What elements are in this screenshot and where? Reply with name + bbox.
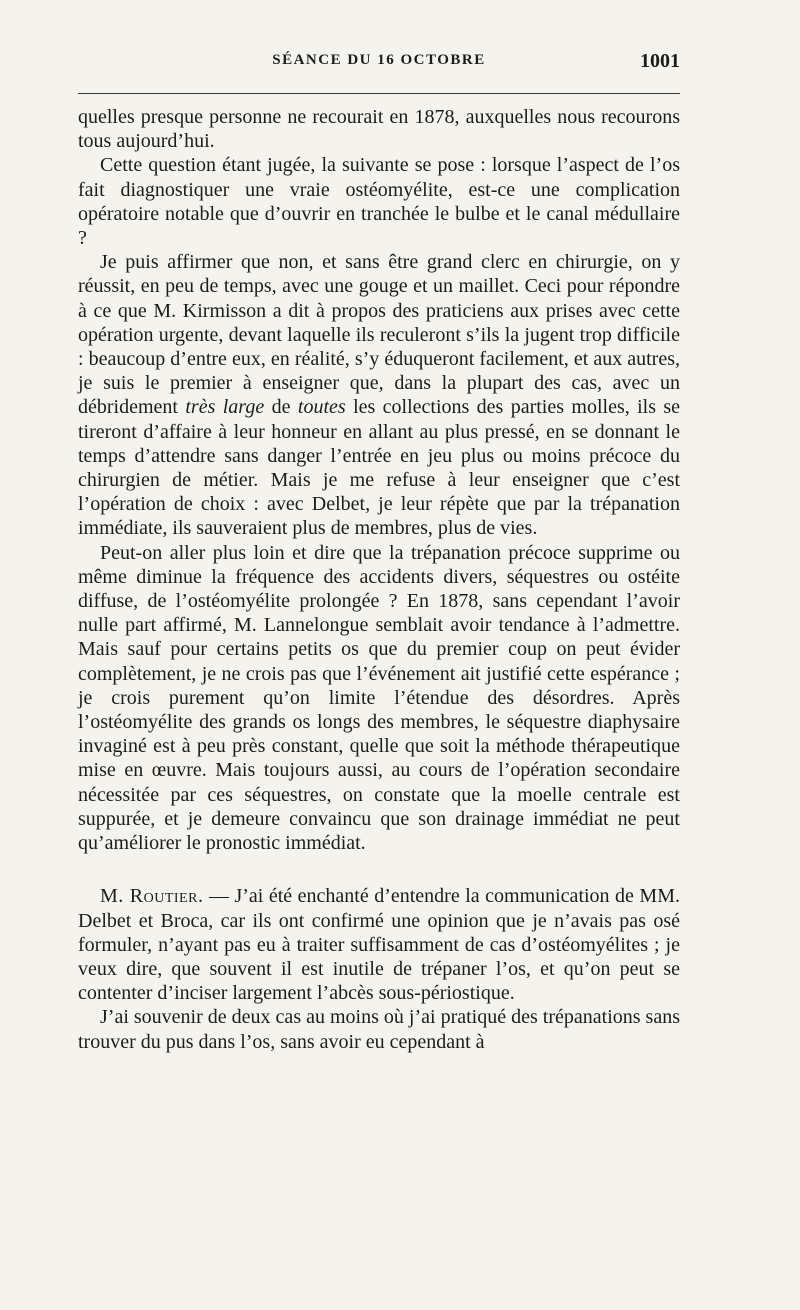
paragraph-souvenir: J’ai souvenir de deux cas au moins où j’ai pratiqué des trépanations sans trouver du pus dans l’os, sans avoir eu cependant à (78, 1006, 680, 1053)
paragraph-reply-part-b: de (271, 396, 291, 419)
speech-text: — J’ai été enchanté d’entendre la communication de MM. Delbet et Broca, car ils ont confirmé une opinion que je n’avais pas osé formuler, n’ayant pas eu à traiter suffisamment de cas d’ostéomyélites ; je veux dire, que souvent il est inutile de trépaner l’os, et qu’on peut se contenter d’inciser largement l’abcès sous-périostique. (78, 885, 680, 1005)
header-title: SÉANCE DU 16 OCTOBRE (272, 52, 486, 68)
paragraph-routier (78, 884, 680, 1005)
running-header (78, 50, 680, 74)
paragraph-trepanation: Peut-on aller plus loin et dire que la trépanation précoce supprime ou même diminue la fréquence des accidents divers, séquestres ou ostéite diffuse, de l’ostéomyélite prolongée ? En 1878, sans cependant l’avoir nulle part affirmé, M. Lannelongue semblait avoir tendance à l’admettre. Mais sauf pour certains petits os que du premier coup on peut évider complètement, je ne crois pas que l’événement ait justifié cette espérance ; je crois purement qu’on limite l’étendue des désordres. Après l’ostéomyélite des grands os longs des membres, le séquestre diaphysaire invaginé est à peu près constant, quelle que soit la méthode thérapeutique mise en œuvre. Mais toujours aussi, au cours de l’opération secondaire nécessitée par ces séquestres, on constate que la moelle centrale est suppurée, et je demeure convaincu que son drainage immédiat ne peut qu’améliorer le pronostic immédiat. (78, 541, 680, 855)
paragraph-reply-part-c: les collections des parties molles, ils se tireront d’affaire à leur honneur en allant au plus pressé, en se donnant le temps d’attendre sans danger l’entrée en jeu plus ou moins précoce du chirurgien de métier. Mais je me refuse à leur enseigner que c’est l’opération de choix : avec Delbet, je leur répète que par la trépanation immédiate, ils sauveraient plus de membres, plus de vies. (78, 396, 681, 540)
emphasis-toutes: toutes (297, 396, 346, 419)
paragraph-reply-part-a: Je puis affirmer que non, et sans être grand clerc en chirurgie, on y réussit, en peu de temps, avec une gouge et un maillet. Ceci pour répondre à ce que M. Kirmisson a dit à propos des praticiens aux prises avec cette opération urgente, devant laquelle ils reculeront s’ils la jugent trop difficile : beaucoup d’entre eux, en réalité, s’y éduqueront facilement, et aux autres, je suis le premier à enseigner que, dans la plupart des cas, avec un débridement (78, 251, 680, 419)
paragraph-question: Cette question étant jugée, la suivante se pose : lorsque l’aspect de l’os fait diagnostiquer une vraie ostéomyélite, est-ce une complication opératoire notable que d’ouvrir en tranchée le bulbe et le canal médullaire ? (78, 154, 680, 250)
paragraph-continued: quelles presque personne ne recourait en 1878, auxquelles nous recourons tous aujourd’hui. (78, 106, 680, 153)
body-text (78, 105, 680, 1054)
page-number: 1001 (640, 50, 680, 72)
emphasis-tres-large: très large (185, 396, 265, 419)
header-rule (78, 93, 680, 94)
speaker-name: M. Routier. (100, 885, 204, 908)
paragraph-reply (78, 250, 680, 540)
